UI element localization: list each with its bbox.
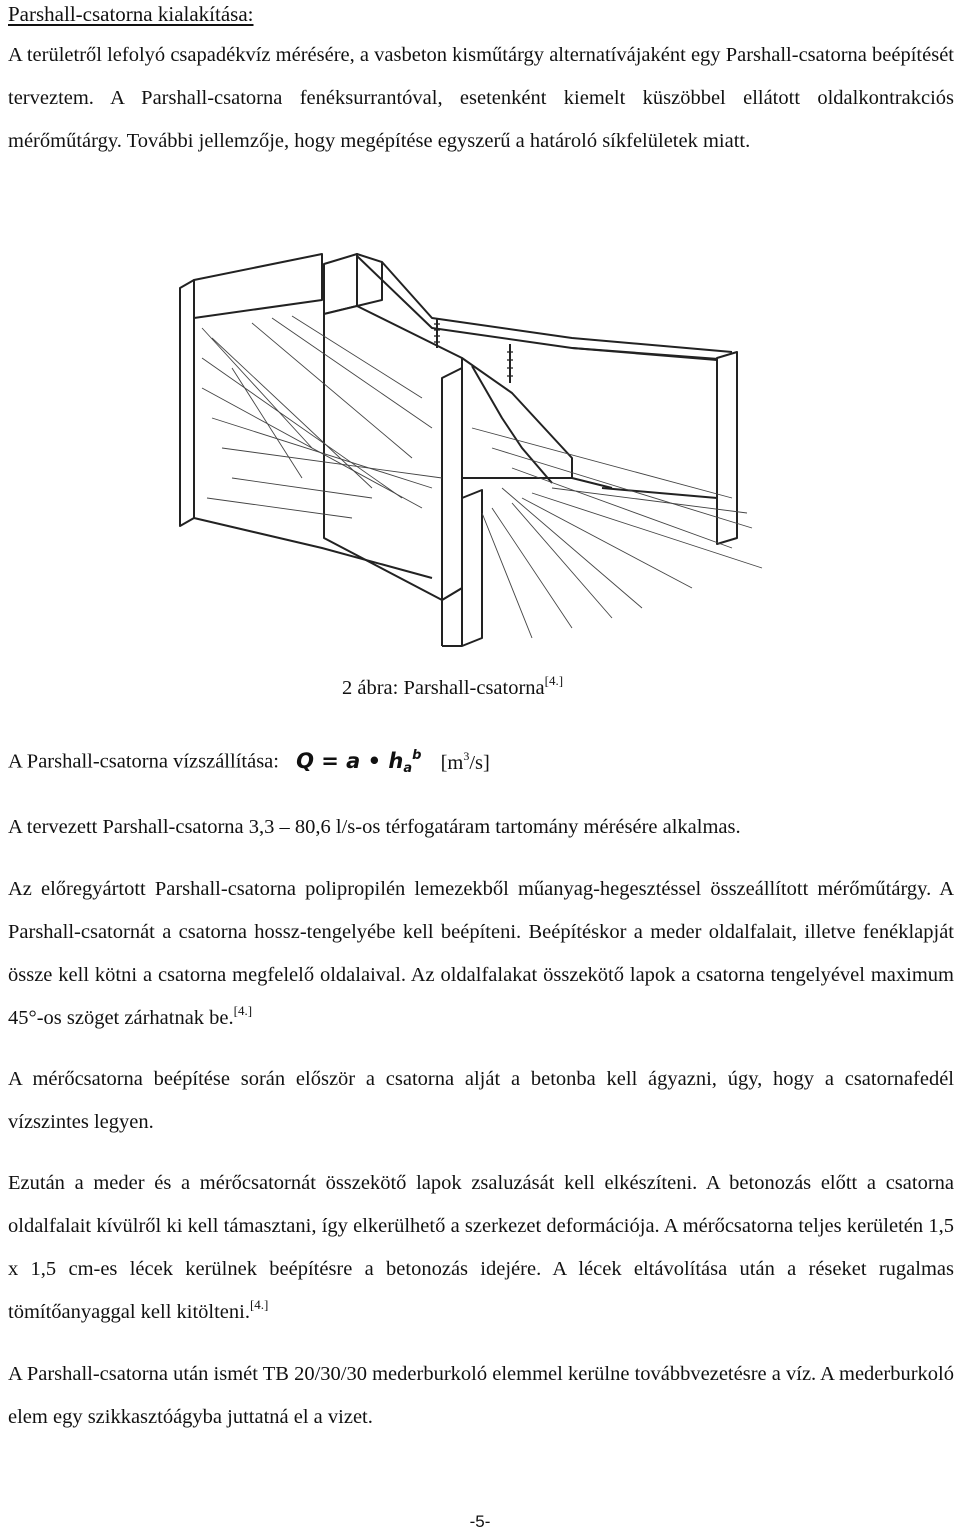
page-number: -5- [469, 1512, 491, 1531]
figure-caption-ref: [4.] [544, 673, 564, 688]
intro-paragraph: A területről lefolyó csapadékvíz mérésére, a vasbeton kisműtárgy alternatívájaként egy Parshall-csatorna beépítését terveztem. A Parshall-csatorna fenéksurrantóval, esetenként kiemelt küszöbbel ellátott oldalkontrakciós mérőműtárgy. További jellemzője, hogy megépítése egyszerű a határoló síkfelületek miatt. [8, 44, 954, 152]
formula-exponent: b [412, 748, 422, 763]
range-paragraph: A tervezett Parshall-csatorna 3,3 – 80,6 l/s-os térfogatáram tartomány mérésére alkalmas. [8, 816, 741, 838]
figure-caption-text: 2 ábra: Parshall-csatorna [342, 677, 545, 699]
figure-left-wall-top [194, 254, 322, 318]
formula-subscript: a [403, 761, 413, 777]
figure-left-wall-edge [180, 280, 194, 526]
figure-front-post [462, 490, 482, 646]
installation-ref: [4.] [233, 1003, 253, 1018]
discharge-label: A Parshall-csatorna vízszállítása: [8, 750, 279, 773]
installation-paragraph [8, 868, 954, 1041]
formwork-paragraph [8, 1162, 954, 1335]
unit-suffix: /s] [469, 751, 490, 774]
figure-caption [342, 673, 564, 700]
figure-right-wall [717, 352, 737, 544]
after-paragraph: A Parshall-csatorna után ismét TB 20/30/30 mederburkoló elemmel kerülne továbbvezetésre a víz. A mederburkoló elem egy szikkasztóágyba juttatná el a vizet. [8, 1363, 954, 1428]
concrete-paragraph: A mérőcsatorna beépítése során először a csatorna alját a betonba kell ágyazni, úgy, hogy a csatornafedél vízszintes legyen. [8, 1068, 954, 1133]
installation-text: Az előregyártott Parshall-csatorna polipropilén lemezekből műanyag-hegesztéssel összeállított mérőműtárgy. A Parshall-csatornát a csatorna hossz-tengelyébe kell beépíteni. Beépítéskor a meder oldalfalait, illetve fenéklapját össze kell kötni a csatorna megfelelő oldalaival. Az oldalfalakat összekötő lapok a csatorna tengelyével maximum 45°-os szöget zárhatnak be. [8, 878, 954, 1029]
parshall-flume-figure [172, 248, 772, 648]
unit-exponent: 3 [463, 749, 470, 764]
section-heading: Parshall-csatorna kialakítása: [8, 2, 254, 26]
formwork-text: Ezután a meder és a mérőcsatornát összekötő lapok zsaluzását kell elkészíteni. A betonozás előtt a csatorna oldalfalait kívülről ki kell támasztani, így elkerülhető a szerkezet deformációja. A mérőcsatorna teljes kerületén 1,5 x 1,5 cm-es lécek kerülnek beépítésre a betonozás idejére. A lécek eltávolítása után a réseket rugalmas tömítőanyaggal kell kitölteni. [8, 1172, 954, 1323]
discharge-formula-row [8, 748, 490, 776]
formwork-ref: [4.] [249, 1297, 269, 1312]
unit-prefix: [m [440, 751, 464, 774]
formula-main: Q = a • h [296, 749, 404, 773]
discharge-unit [441, 751, 490, 773]
discharge-formula [296, 748, 421, 776]
